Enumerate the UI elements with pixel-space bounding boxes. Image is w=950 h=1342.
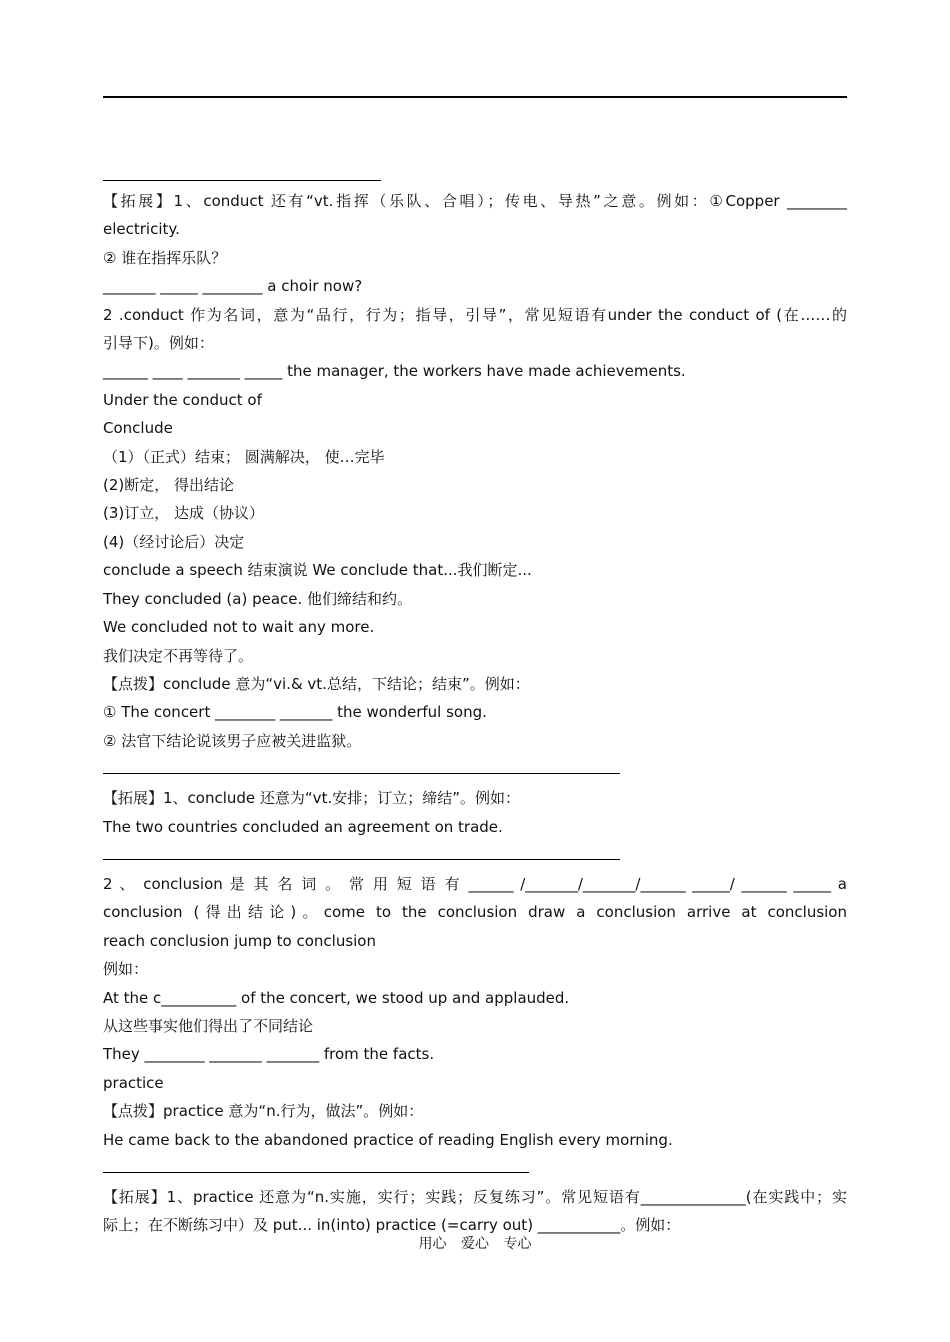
text-line: ② 谁在指挥乐队？ <box>103 248 227 267</box>
text-line: 【点拨】practice 意为“n.行为，做法”。例如： <box>103 1102 424 1121</box>
text-line: 【拓展】1、conduct 还有“vt.指挥（乐队、合唱）；传电、导热”之意。例如：①Copper ________ <box>103 192 847 210</box>
text-line: ② 法官下结论说该男子应被关进监狱。 <box>103 731 362 750</box>
text-line: （1）（正式）结束； 圆满解决， 使…完毕 <box>103 447 385 466</box>
text-line: 引导下)。例如： <box>103 334 214 353</box>
text-line: conclude a speech 结束演说 We conclude that...我们断定... <box>103 561 532 580</box>
text-line: ______ ____ _______ _____ the manager, the workers have made achievements. <box>103 362 686 381</box>
text-line: 【点拨】conclude 意为“vi.& vt.总结，下结论；结束”。例如： <box>103 674 530 693</box>
text-line: _______ _____ ________ a choir now? <box>103 277 363 296</box>
text-line: (2)断定， 得出结论 <box>103 476 235 495</box>
text-line: At the c__________ of the concert, we stood up and applauded. <box>103 988 570 1007</box>
page-footer: 用心 爱心 专心 <box>418 1236 532 1252</box>
answer-line <box>103 773 620 774</box>
text-line: 2 、 conclusion 是 其 名 词 。 常 用 短 语 有 ______ /_______/_______/______ _____/ ______ _____ a <box>103 874 847 893</box>
section-heading: Conclude <box>103 419 173 438</box>
answer-line <box>103 180 381 181</box>
text-line: ① The concert ________ _______ the wonderful song. <box>103 703 487 722</box>
section-heading: practice <box>103 1073 164 1092</box>
text-line: Under the conduct of <box>103 390 262 409</box>
text-line: We concluded not to wait any more. <box>103 618 375 637</box>
text-line: 我们决定不再等待了。 <box>103 646 254 665</box>
text-line: They ________ _______ _______ from the facts. <box>103 1045 435 1064</box>
text-line: (4)（经讨论后）决定 <box>103 532 245 551</box>
document-body <box>103 180 847 1240</box>
answer-line <box>103 1172 529 1173</box>
header-rule <box>103 96 847 98</box>
answer-line <box>103 859 620 860</box>
text-line: 【拓展】1、conclude 还意为“vt.安排；订立；缔结”。例如： <box>103 789 520 808</box>
text-line: conclusion (得出结论)。come to the conclusion draw a conclusion arrive at conclusion <box>103 903 847 922</box>
text-line: reach conclusion jump to conclusion <box>103 931 376 950</box>
text-line: 从这些事实他们得出了不同结论 <box>103 1016 314 1035</box>
text-line: 际上；在不断练习中）及 put... in(into) practice (=carry out) ___________。例如： <box>103 1216 681 1235</box>
text-line: He came back to the abandoned practice of reading English every morning. <box>103 1130 673 1149</box>
text-line: (3)订立， 达成（协议） <box>103 504 265 523</box>
text-line: 例如： <box>103 960 149 979</box>
text-line: They concluded (a) peace. 他们缔结和约。 <box>103 589 413 608</box>
text-line: electricity. <box>103 220 180 239</box>
text-line: The two countries concluded an agreement on trade. <box>103 817 503 836</box>
text-line: 【拓展】1、practice 还意为“n.实施，实行；实践；反复练习”。常见短语有______________(在实践中；实 <box>103 1188 847 1206</box>
text-line: 2 .conduct 作为名词，意为“品行，行为；指导，引导”，常见短语有under the conduct of (在……的 <box>103 305 847 324</box>
